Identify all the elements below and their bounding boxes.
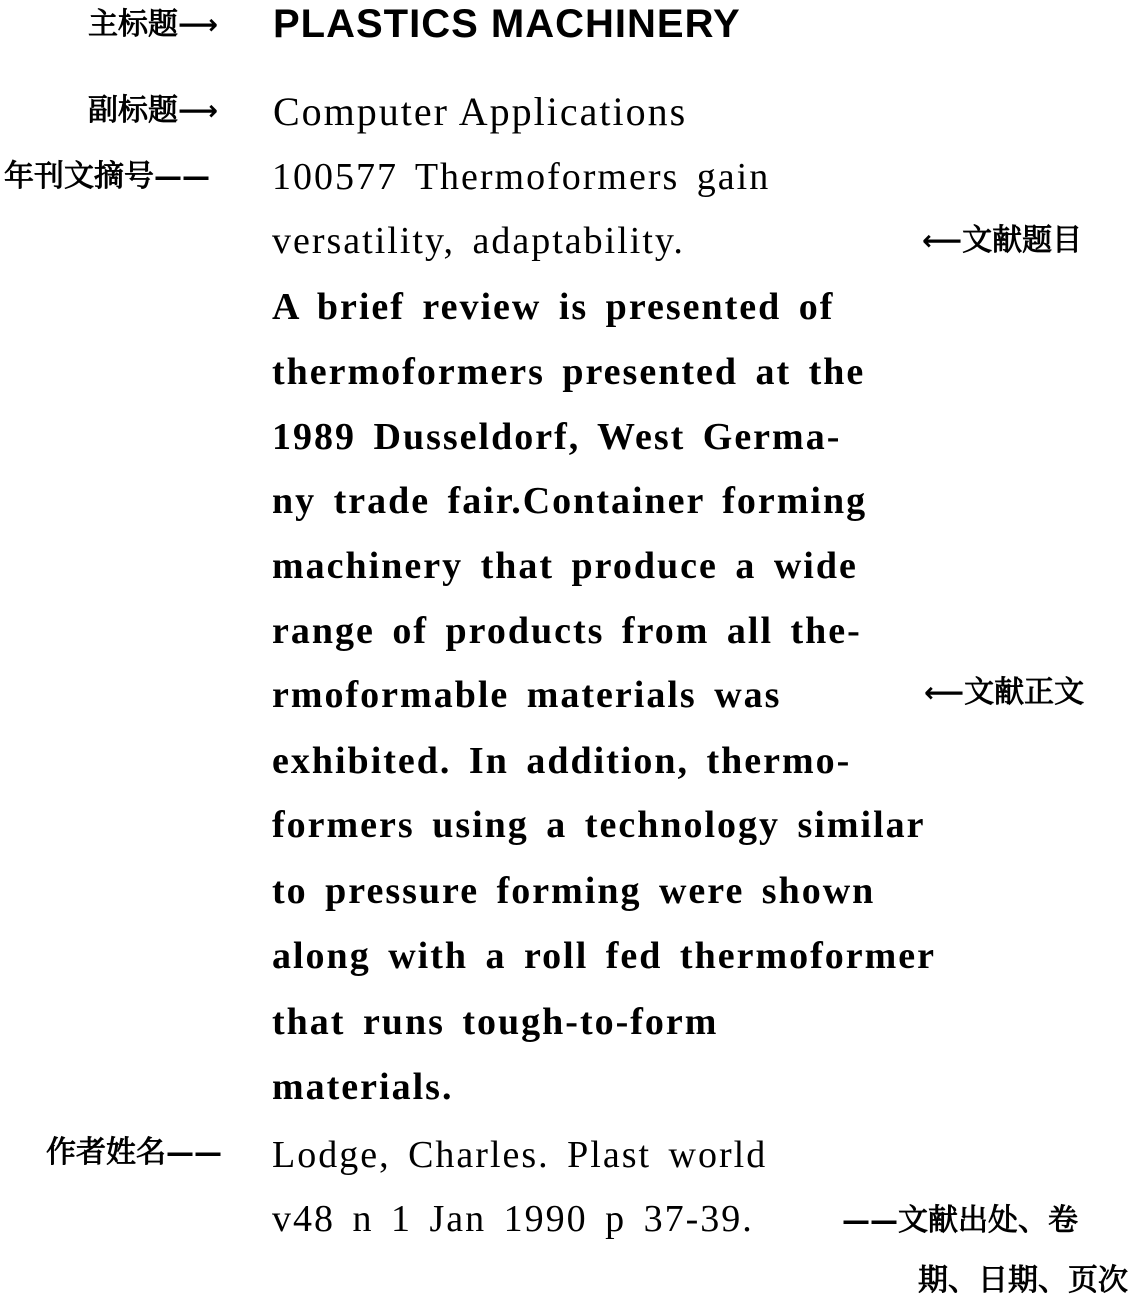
doc-source-label-line2: 期、日期、页次 xyxy=(918,1263,1128,1298)
body-line: A brief review is presented of xyxy=(272,286,835,328)
main-title-label-row xyxy=(88,7,219,42)
right-arrow-icon: ⟶ xyxy=(178,94,219,127)
doc-source-label-row xyxy=(842,1203,1078,1238)
doc-body-label-row xyxy=(924,675,1085,710)
left-arrow-icon: ⟵ xyxy=(924,676,965,709)
dash-line-icon: —— xyxy=(154,160,210,193)
body-line: rmoformable materials was xyxy=(272,674,782,716)
source-line: v48 n 1 Jan 1990 p 37-39. xyxy=(272,1198,754,1240)
source-line: Lodge, Charles. Plast world xyxy=(272,1134,768,1176)
main-title-label: 主标题 xyxy=(88,7,178,42)
body-line: that runs tough-to-form xyxy=(272,1001,719,1043)
author-label: 作者姓名 xyxy=(46,1135,166,1170)
subtitle-label-row xyxy=(88,93,219,128)
body-line: formers using a technology similar xyxy=(272,804,926,846)
body-line: ny trade fair.Container forming xyxy=(272,480,868,522)
dash-line-icon: —— xyxy=(166,1136,222,1169)
body-line: materials. xyxy=(272,1066,454,1108)
body-line: exhibited. In addition, thermo- xyxy=(272,740,852,782)
doc-source-label-line1: 文献出处、卷 xyxy=(898,1203,1078,1238)
entry-title-line: versatility, adaptability. xyxy=(272,220,685,262)
body-line: range of products from all the- xyxy=(272,610,862,652)
body-line: to pressure forming were shown xyxy=(272,870,876,912)
doc-title-label-row xyxy=(922,223,1083,258)
abstract-number-label-row xyxy=(4,159,210,194)
right-arrow-icon: ⟶ xyxy=(178,8,219,41)
author-label-row xyxy=(46,1135,222,1170)
doc-source-label-row-2 xyxy=(918,1263,1128,1298)
doc-title-label: 文献题目 xyxy=(962,223,1083,258)
body-line: 1989 Dusseldorf, West Germa- xyxy=(272,416,842,458)
subtitle: Computer Applications xyxy=(273,89,688,134)
left-arrow-icon: ⟵ xyxy=(922,224,963,257)
subtitle-label: 副标题 xyxy=(88,93,178,128)
doc-body-label: 文献正文 xyxy=(964,675,1085,710)
dash-line-icon: —— xyxy=(842,1204,898,1237)
main-title: PLASTICS MACHINERY xyxy=(273,2,741,46)
body-line: machinery that produce a wide xyxy=(272,545,858,587)
abstract-number-label: 年刊文摘号 xyxy=(4,159,154,194)
body-line: along with a roll fed thermoformer xyxy=(272,935,937,977)
entry-title-line: 100577 Thermoformers gain xyxy=(272,156,771,198)
body-line: thermoformers presented at the xyxy=(272,351,866,393)
